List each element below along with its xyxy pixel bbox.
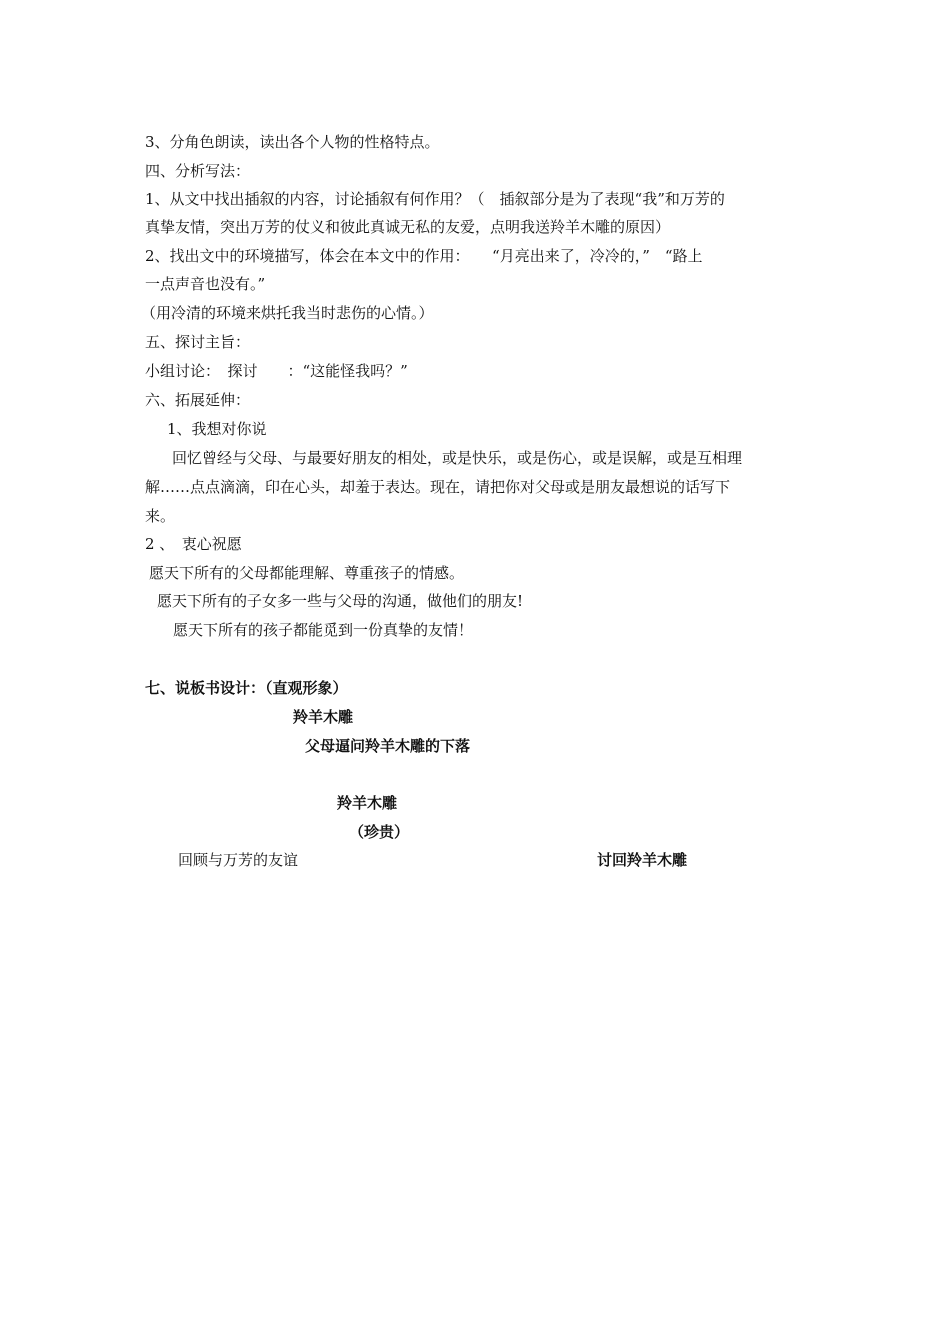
line-recall-2: 解……点点滴滴，印在心头，却羞于表达。现在，请把你对父母或是朋友最想说的话写下	[145, 478, 731, 496]
line-group-discussion: 小组讨论： 探讨 ：“这能怪我吗？”	[145, 362, 408, 380]
line-environment-quote: 一点声音也没有。”	[145, 275, 266, 293]
line-want-to-say: 1、我想对你说	[167, 420, 267, 438]
line-wish-parents: 愿天下所有的父母都能理解、尊重孩子的情感。	[149, 564, 465, 582]
line-wish-friendship: 愿天下所有的孩子都能觅到一份真挚的友情！	[173, 621, 474, 639]
line-sincere-wishes: 2 、 衷心祝愿	[145, 535, 242, 553]
line-environment-answer: （用冷清的环境来烘托我当时悲伤的心情。）	[141, 304, 434, 322]
line-flashback-question: 1、从文中找出插叙的内容，讨论插叙有何作用？（ 插叙部分是为了表现“我”和万芳的	[145, 190, 725, 208]
section-heading-board-design: 七、说板书设计：（直观形象）	[145, 679, 348, 697]
section-heading-extension: 六、拓展延伸：	[145, 391, 251, 409]
section-heading-writing: 四、分析写法：	[145, 162, 251, 180]
line-environment-question: 2、找出文中的环境描写，体会在本文中的作用： “月亮出来了，冷冷的，” “路上	[145, 247, 703, 265]
board-title: 羚羊木雕	[293, 708, 354, 726]
section-heading-theme: 五、探讨主旨：	[145, 333, 251, 351]
board-precious: （珍贵）	[349, 823, 410, 841]
board-right-branch: 讨回羚羊木雕	[597, 851, 688, 869]
line-recall-1: 回忆曾经与父母、与最要好朋友的相处，或是快乐，或是伤心，或是误解，或是互相理	[172, 449, 743, 467]
board-parents-question: 父母逼问羚羊木雕的下落	[305, 737, 471, 755]
line-recall-3: 来。	[145, 507, 176, 525]
line-roleplay-reading: 3、分角色朗读，读出各个人物的性格特点。	[145, 133, 440, 151]
line-wish-children: 愿天下所有的子女多一些与父母的沟通，做他们的朋友!	[157, 592, 524, 610]
board-center-title: 羚羊木雕	[337, 794, 398, 812]
line-flashback-answer: 真挚友情，突出万芳的仗义和彼此真诚无私的友爱，点明我送羚羊木雕的原因）	[145, 218, 671, 236]
board-left-branch: 回顾与万芳的友谊	[178, 851, 299, 869]
